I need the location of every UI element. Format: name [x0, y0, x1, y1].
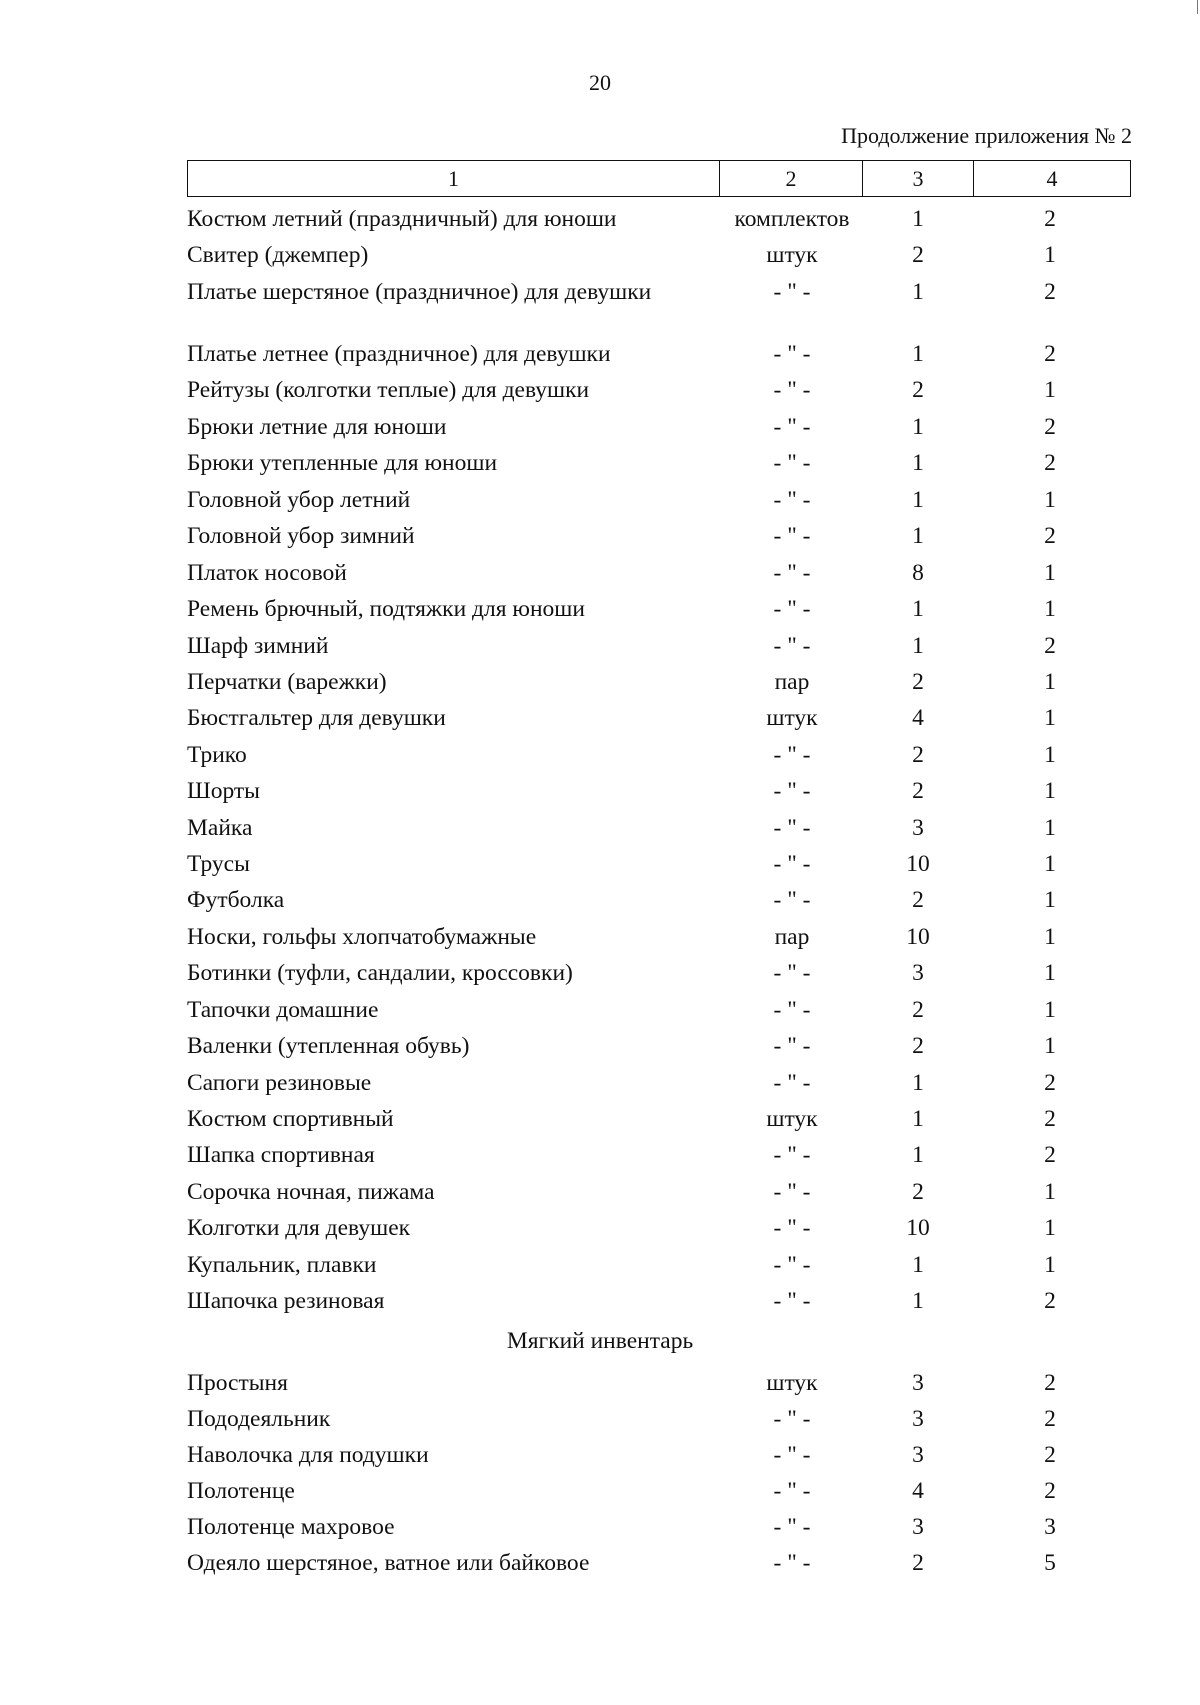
wear-term: 1 — [1044, 669, 1056, 695]
unit-of-measure: штук — [766, 242, 818, 268]
item-name: Костюм летний (праздничный) для юноши — [187, 206, 617, 232]
quantity: 3 — [912, 815, 924, 841]
section-heading-soft-inventory: Мягкий инвентарь — [506, 1328, 694, 1354]
unit-of-measure: - " - — [773, 560, 811, 586]
quantity: 1 — [912, 1288, 924, 1314]
quantity: 4 — [912, 705, 924, 731]
item-name: Купальник, плавки — [187, 1252, 377, 1278]
wear-term: 2 — [1044, 1442, 1056, 1468]
quantity: 3 — [912, 1370, 924, 1396]
quantity: 2 — [912, 377, 924, 403]
unit-of-measure: - " - — [773, 1478, 811, 1504]
item-name: Футболка — [187, 887, 285, 913]
quantity: 1 — [912, 450, 924, 476]
unit-of-measure: - " - — [773, 1288, 811, 1314]
wear-term: 1 — [1044, 924, 1056, 950]
quantity: 10 — [906, 1215, 930, 1241]
wear-term: 2 — [1044, 1142, 1056, 1168]
item-name: Платье шерстяное (праздничное) для девушки — [187, 279, 652, 305]
quantity: 2 — [912, 997, 924, 1023]
quantity: 1 — [912, 279, 924, 305]
unit-of-measure: - " - — [773, 523, 811, 549]
wear-term: 1 — [1044, 242, 1056, 268]
wear-term: 1 — [1044, 1215, 1056, 1241]
item-name: Трусы — [187, 851, 250, 877]
quantity: 3 — [912, 1514, 924, 1540]
item-name: Сорочка ночная, пижама — [187, 1179, 435, 1205]
unit-of-measure: - " - — [773, 377, 811, 403]
item-name: Одеяло шерстяное, ватное или байковое — [187, 1550, 590, 1576]
unit-of-measure: - " - — [773, 742, 811, 768]
header-col-1: 1 — [188, 161, 720, 196]
wear-term: 1 — [1044, 851, 1056, 877]
item-name: Шапочка резиновая — [187, 1288, 385, 1314]
item-name: Шорты — [187, 778, 260, 804]
quantity: 1 — [912, 414, 924, 440]
item-name: Сапоги резиновые — [187, 1070, 372, 1096]
item-name: Костюм спортивный — [187, 1106, 394, 1132]
unit-of-measure: - " - — [773, 279, 811, 305]
unit-of-measure: - " - — [773, 887, 811, 913]
wear-term: 2 — [1044, 1370, 1056, 1396]
unit-of-measure: - " - — [773, 487, 811, 513]
wear-term: 1 — [1044, 705, 1056, 731]
wear-term: 1 — [1044, 1033, 1056, 1059]
item-name: Перчатки (варежки) — [187, 669, 387, 695]
unit-of-measure: - " - — [773, 1442, 811, 1468]
unit-of-measure: - " - — [773, 1033, 811, 1059]
item-name: Валенки (утепленная обувь) — [187, 1033, 470, 1059]
item-name: Шапка спортивная — [187, 1142, 375, 1168]
unit-of-measure: штук — [766, 1370, 818, 1396]
item-name: Платье летнее (праздничное) для девушки — [187, 341, 611, 367]
item-name: Платок носовой — [187, 560, 347, 586]
header-col-4: 4 — [1046, 165, 1058, 191]
wear-term: 2 — [1044, 414, 1056, 440]
header-col-3: 3 — [863, 161, 974, 196]
item-name: Носки, гольфы хлопчатобумажные — [187, 924, 537, 950]
quantity: 1 — [912, 1070, 924, 1096]
unit-of-measure: - " - — [773, 1215, 811, 1241]
wear-term: 2 — [1044, 1288, 1056, 1314]
unit-of-measure: - " - — [773, 341, 811, 367]
quantity: 10 — [906, 924, 930, 950]
unit-of-measure: комплектов — [734, 206, 850, 232]
quantity: 1 — [912, 523, 924, 549]
quantity: 3 — [912, 1406, 924, 1432]
item-name: Свитер (джемпер) — [187, 242, 369, 268]
wear-term: 1 — [1044, 1179, 1056, 1205]
unit-of-measure: - " - — [773, 596, 811, 622]
wear-term: 1 — [1044, 742, 1056, 768]
wear-term: 1 — [1044, 560, 1056, 586]
wear-term: 1 — [1044, 487, 1056, 513]
quantity: 1 — [912, 633, 924, 659]
unit-of-measure: штук — [766, 1106, 818, 1132]
item-name: Шарф зимний — [187, 633, 329, 659]
quantity: 1 — [912, 487, 924, 513]
item-name: Полотенце махровое — [187, 1514, 395, 1540]
quantity: 8 — [912, 560, 924, 586]
unit-of-measure: - " - — [773, 1550, 811, 1576]
unit-of-measure: - " - — [773, 1179, 811, 1205]
item-name: Рейтузы (колготки теплые) для девушки — [187, 377, 590, 403]
wear-term: 2 — [1044, 341, 1056, 367]
item-name: Брюки утепленные для юноши — [187, 450, 498, 476]
unit-of-measure: - " - — [773, 633, 811, 659]
wear-term: 2 — [1044, 279, 1056, 305]
unit-of-measure: - " - — [773, 1406, 811, 1432]
quantity: 4 — [912, 1478, 924, 1504]
wear-term: 1 — [1044, 815, 1056, 841]
unit-of-measure: - " - — [773, 997, 811, 1023]
quantity: 2 — [912, 742, 924, 768]
wear-term: 1 — [1044, 778, 1056, 804]
unit-of-measure: штук — [766, 705, 818, 731]
unit-of-measure: - " - — [773, 778, 811, 804]
wear-term: 5 — [1044, 1550, 1056, 1576]
item-name: Колготки для девушек — [187, 1215, 411, 1241]
wear-term: 1 — [1044, 887, 1056, 913]
item-name: Тапочки домашние — [187, 997, 379, 1023]
quantity: 1 — [912, 1106, 924, 1132]
wear-term: 2 — [1044, 1106, 1056, 1132]
unit-of-measure: - " - — [773, 1514, 811, 1540]
unit-of-measure: - " - — [773, 1142, 811, 1168]
quantity: 2 — [912, 1033, 924, 1059]
quantity: 1 — [912, 206, 924, 232]
quantity: 2 — [912, 1550, 924, 1576]
unit-of-measure: - " - — [773, 450, 811, 476]
wear-term: 1 — [1044, 960, 1056, 986]
quantity: 3 — [912, 960, 924, 986]
quantity: 2 — [912, 669, 924, 695]
item-name: Пододеяльник — [187, 1406, 331, 1432]
item-name: Простыня — [187, 1370, 288, 1396]
wear-term: 2 — [1044, 523, 1056, 549]
page-number: 20 — [589, 70, 611, 95]
unit-of-measure: - " - — [773, 851, 811, 877]
item-name: Наволочка для подушки — [187, 1442, 429, 1468]
item-name: Головной убор зимний — [187, 523, 415, 549]
quantity: 2 — [912, 242, 924, 268]
table-header — [187, 160, 1131, 197]
unit-of-measure: - " - — [773, 960, 811, 986]
wear-term: 1 — [1044, 1252, 1056, 1278]
item-name: Ботинки (туфли, сандалии, кроссовки) — [187, 960, 573, 986]
unit-of-measure: - " - — [773, 815, 811, 841]
quantity: 1 — [912, 596, 924, 622]
quantity: 3 — [912, 1442, 924, 1468]
wear-term: 2 — [1044, 450, 1056, 476]
item-name: Майка — [187, 815, 253, 841]
scan-edge-mark — [1197, 0, 1198, 14]
wear-term: 1 — [1044, 997, 1056, 1023]
quantity: 2 — [912, 887, 924, 913]
wear-term: 3 — [1044, 1514, 1056, 1540]
unit-of-measure: пар — [774, 669, 810, 695]
wear-term: 2 — [1044, 1478, 1056, 1504]
quantity: 2 — [912, 778, 924, 804]
wear-term: 1 — [1044, 377, 1056, 403]
wear-term: 1 — [1044, 596, 1056, 622]
unit-of-measure: пар — [774, 924, 810, 950]
unit-of-measure: - " - — [773, 1070, 811, 1096]
unit-of-measure: - " - — [773, 1252, 811, 1278]
wear-term: 2 — [1044, 633, 1056, 659]
item-name: Брюки летние для юноши — [187, 414, 447, 440]
wear-term: 2 — [1044, 206, 1056, 232]
quantity: 10 — [906, 851, 930, 877]
item-name: Ремень брючный, подтяжки для юноши — [187, 596, 585, 622]
item-name: Трико — [187, 742, 247, 768]
item-name: Головной убор летний — [187, 487, 411, 513]
unit-of-measure: - " - — [773, 414, 811, 440]
wear-term: 2 — [1044, 1406, 1056, 1432]
item-name: Полотенце — [187, 1478, 295, 1504]
quantity: 1 — [912, 1252, 924, 1278]
item-name: Бюстгальтер для девушки — [187, 705, 446, 731]
quantity: 2 — [912, 1179, 924, 1205]
quantity: 1 — [912, 341, 924, 367]
wear-term: 2 — [1044, 1070, 1056, 1096]
appendix-continuation-note: Продолжение приложения № 2 — [841, 123, 1132, 148]
header-col-2: 2 — [720, 161, 863, 196]
quantity: 1 — [912, 1142, 924, 1168]
